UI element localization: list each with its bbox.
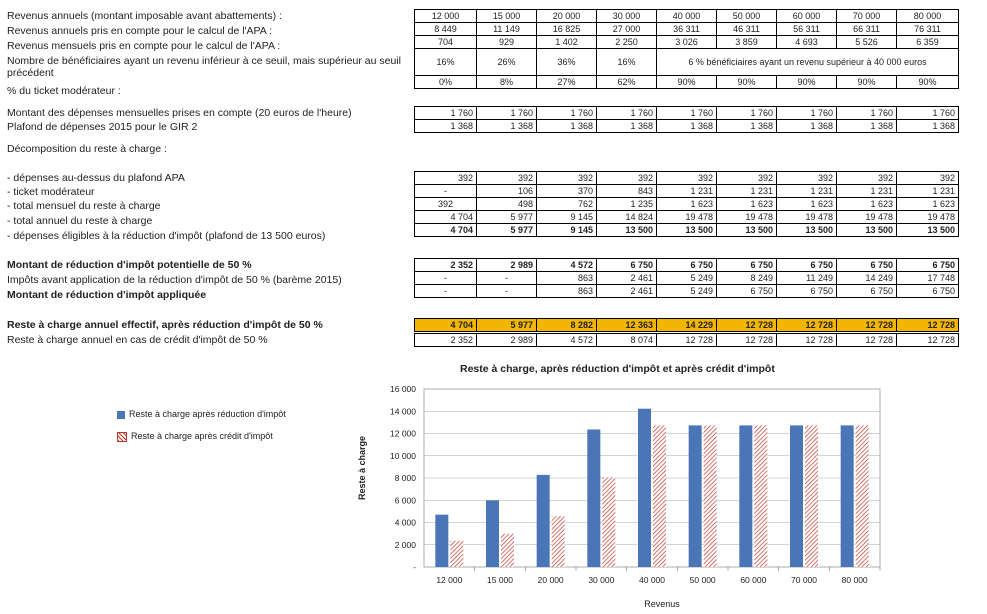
x-tick-label: 50 000 xyxy=(689,575,716,585)
bar-credit xyxy=(704,425,717,567)
row-label-depenses-eligibles: - dépenses éligibles à la réduction d'impôt (plafond de 13 500 euros) xyxy=(7,230,326,242)
table-cell: 36% xyxy=(537,49,597,76)
table-cell: - xyxy=(415,272,477,285)
table-row xyxy=(415,120,959,133)
table-cell: 19 478 xyxy=(897,211,959,224)
table-cell: 392 xyxy=(657,172,717,185)
table-cell: 392 xyxy=(897,172,959,185)
table-cell: 16% xyxy=(597,49,657,76)
row-label-plafond-gir2: Plafond de dépenses 2015 pour le GIR 2 xyxy=(7,121,198,133)
table-row xyxy=(415,185,959,198)
table-cell: 46 311 xyxy=(717,23,777,36)
table-cell: 13 500 xyxy=(597,224,657,237)
table-cell: 12 000 xyxy=(415,10,477,23)
bar-credit xyxy=(501,534,514,567)
table-cell: 1 368 xyxy=(897,120,959,133)
table-cell: 6 750 xyxy=(897,259,959,272)
table-cell: - xyxy=(415,285,477,298)
table-cell: 1 368 xyxy=(717,120,777,133)
bar-credit xyxy=(552,516,565,567)
x-tick-label: 60 000 xyxy=(740,575,767,585)
table-cell: 4 572 xyxy=(537,334,597,347)
bar-credit xyxy=(856,425,869,567)
table-cell: 90% xyxy=(717,76,777,89)
table-cell: 392 xyxy=(415,198,477,211)
x-tick-label: 30 000 xyxy=(588,575,615,585)
table-row xyxy=(415,23,959,36)
table-cell: 1 368 xyxy=(537,120,597,133)
decomposition-table xyxy=(414,171,959,237)
y-tick-label: - xyxy=(413,562,416,572)
table-cell: 13 500 xyxy=(837,224,897,237)
table-cell: 90% xyxy=(657,76,717,89)
table-cell: 1 623 xyxy=(777,198,837,211)
reste-charge-chart xyxy=(0,355,987,614)
table-cell: 19 478 xyxy=(717,211,777,224)
reste-credit-table xyxy=(414,333,959,347)
table-cell: 90% xyxy=(777,76,837,89)
table-cell: 863 xyxy=(537,272,597,285)
table-cell: 2 989 xyxy=(477,259,537,272)
table-cell: 1 760 xyxy=(597,107,657,120)
table-cell: 13 500 xyxy=(657,224,717,237)
table-cell: 1 368 xyxy=(837,120,897,133)
section-heading-decomposition: Décomposition du reste à charge : xyxy=(7,143,167,155)
table-cell: 5 249 xyxy=(657,285,717,298)
table-cell: 1 760 xyxy=(657,107,717,120)
table-row xyxy=(415,334,959,347)
table-cell: 15 000 xyxy=(477,10,537,23)
table-cell: 5 977 xyxy=(477,211,537,224)
table-cell: 1 760 xyxy=(837,107,897,120)
table-cell: - xyxy=(477,285,537,298)
bar-credit xyxy=(602,477,615,567)
row-label-revenus-mensuels-apa: Revenus mensuels pris en compte pour le calcul de l'APA : xyxy=(7,40,281,52)
table-row xyxy=(415,36,959,49)
table-cell: 4 704 xyxy=(415,319,477,332)
table-cell: 1 760 xyxy=(477,107,537,120)
table-cell: 8 249 xyxy=(717,272,777,285)
bar-credit xyxy=(805,425,818,567)
y-tick-label: 14 000 xyxy=(390,406,416,417)
table-cell: 13 500 xyxy=(777,224,837,237)
table-cell: 19 478 xyxy=(777,211,837,224)
y-tick-label: 4 000 xyxy=(394,517,416,528)
table-cell: 14 824 xyxy=(597,211,657,224)
table-cell: 20 000 xyxy=(537,10,597,23)
table-cell: 843 xyxy=(597,185,657,198)
table-cell: 929 xyxy=(477,36,537,49)
table-cell: 6 750 xyxy=(597,259,657,272)
x-tick-label: 80 000 xyxy=(841,575,868,585)
table-cell: 392 xyxy=(537,172,597,185)
table-cell: 90% xyxy=(897,76,959,89)
bar-reduction xyxy=(841,425,854,567)
y-tick-label: 6 000 xyxy=(394,495,416,506)
row-label-nombre-beneficiaires: Nombre de bénéficiaires ayant un revenu inférieur à ce seuil, mais supérieur au seuil précédent xyxy=(7,55,401,79)
x-tick-label: 40 000 xyxy=(639,575,665,585)
table-cell: 16 825 xyxy=(537,23,597,36)
row-label-revenus-annuels-apa: Revenus annuels pris en compte pour le calcul de l'APA : xyxy=(7,25,273,37)
table-cell: 26% xyxy=(477,49,537,76)
y-tick-label: 12 000 xyxy=(390,428,416,439)
table-cell: 56 311 xyxy=(777,23,837,36)
table-cell: 76 311 xyxy=(897,23,959,36)
table-cell: 60 000 xyxy=(777,10,837,23)
legend-label: Reste à charge après réduction d'impôt xyxy=(129,409,286,419)
row-label-total-annuel: - total annuel du reste à charge xyxy=(7,215,153,227)
table-cell: 3 026 xyxy=(657,36,717,49)
table-cell: 5 977 xyxy=(477,224,537,237)
table-cell: 62% xyxy=(597,76,657,89)
table-cell: 1 760 xyxy=(777,107,837,120)
table-row xyxy=(415,211,959,224)
table-cell: 6 359 xyxy=(897,36,959,49)
reduction-impot-table xyxy=(414,258,959,298)
table-cell: 704 xyxy=(415,36,477,49)
table-cell: 1 368 xyxy=(597,120,657,133)
row-label-ticket-moderateur: - ticket modérateur xyxy=(7,186,95,198)
table-cell: 1 368 xyxy=(415,120,477,133)
row-label-revenus-annuels: Revenus annuels (montant imposable avant abattements) : xyxy=(7,10,282,22)
table-cell: 392 xyxy=(717,172,777,185)
table-cell: 11 149 xyxy=(477,23,537,36)
bar-reduction xyxy=(537,475,550,567)
table-cell: 392 xyxy=(415,172,477,185)
table-cell: 17 748 xyxy=(897,272,959,285)
table-cell: 13 500 xyxy=(717,224,777,237)
table-cell: 40 000 xyxy=(657,10,717,23)
x-axis-label: Revenus xyxy=(644,599,680,609)
table-cell: 14 229 xyxy=(657,319,717,332)
row-label-ticket-moderateur-pct: % du ticket modérateur : xyxy=(7,85,121,97)
row-label-reste-effectif: Reste à charge annuel effectif, après réduction d'impôt de 50 % xyxy=(7,319,323,331)
y-axis-label: Reste à charge xyxy=(357,435,367,501)
table-cell: 5 526 xyxy=(837,36,897,49)
table-cell: 14 249 xyxy=(837,272,897,285)
row-label-reduction-potentielle: Montant de réduction d'impôt potentielle de 50 % xyxy=(7,259,252,271)
table-cell: 70 000 xyxy=(837,10,897,23)
table-cell: 6 750 xyxy=(777,285,837,298)
y-tick-label: 2 000 xyxy=(394,539,416,550)
table-cell: 1 760 xyxy=(415,107,477,120)
table-cell: 12 728 xyxy=(657,334,717,347)
table-cell: 19 478 xyxy=(837,211,897,224)
bar-reduction xyxy=(435,515,448,567)
table-cell: 2 352 xyxy=(415,259,477,272)
y-tick-label: 10 000 xyxy=(390,450,416,461)
table-cell: 1 623 xyxy=(897,198,959,211)
table-cell: 2 989 xyxy=(477,334,537,347)
legend-label: Reste à charge après crédit d'impôt xyxy=(131,431,273,441)
y-tick-label: 16 000 xyxy=(390,384,416,394)
table-cell: 2 461 xyxy=(597,285,657,298)
table-row xyxy=(415,224,959,237)
table-row xyxy=(415,259,959,272)
table-cell: 6 750 xyxy=(837,285,897,298)
bar-credit xyxy=(450,541,463,567)
row-label-impots-avant: Impôts avant application de la réduction d'impôt de 50 % (barème 2015) xyxy=(7,274,342,286)
table-row xyxy=(415,49,959,76)
table-cell: 4 693 xyxy=(777,36,837,49)
chart-plot xyxy=(0,355,987,614)
table-cell: 12 728 xyxy=(777,334,837,347)
table-cell: 1 760 xyxy=(897,107,959,120)
table-cell: 1 231 xyxy=(777,185,837,198)
table-cell: 9 145 xyxy=(537,211,597,224)
table-cell: 11 249 xyxy=(777,272,837,285)
table-cell: 1 623 xyxy=(717,198,777,211)
table-row xyxy=(415,172,959,185)
table-cell: 16% xyxy=(415,49,477,76)
table-cell: 4 572 xyxy=(537,259,597,272)
table-cell: 27 000 xyxy=(597,23,657,36)
table-cell: 1 368 xyxy=(657,120,717,133)
table-cell: 1 231 xyxy=(717,185,777,198)
row-label-depenses-plafond: - dépenses au-dessus du plafond APA xyxy=(7,172,185,184)
table-cell: 4 704 xyxy=(415,211,477,224)
table-cell: 19 478 xyxy=(657,211,717,224)
table-cell: 1 402 xyxy=(537,36,597,49)
table-cell: 12 728 xyxy=(897,319,959,332)
table-cell: 12 728 xyxy=(897,334,959,347)
x-tick-label: 70 000 xyxy=(791,575,817,585)
y-tick-label: 8 000 xyxy=(394,473,416,483)
table-cell: - xyxy=(415,185,477,198)
table-cell: 12 728 xyxy=(837,334,897,347)
table-cell: 9 145 xyxy=(537,224,597,237)
table-cell: 370 xyxy=(537,185,597,198)
table-cell: 12 728 xyxy=(717,334,777,347)
table-cell: 4 704 xyxy=(415,224,477,237)
row-label-reduction-appliquee: Montant de réduction d'impôt appliquée xyxy=(7,289,207,301)
table-cell: 5 977 xyxy=(477,319,537,332)
table-cell: 5 249 xyxy=(657,272,717,285)
row-label-reste-credit: Reste à charge annuel en cas de crédit d'impôt de 50 % xyxy=(7,334,268,346)
table-cell: 8% xyxy=(477,76,537,89)
bar-reduction xyxy=(486,501,499,567)
table-cell: 6 750 xyxy=(837,259,897,272)
table-cell: 0% xyxy=(415,76,477,89)
table-cell: 1 231 xyxy=(657,185,717,198)
table-cell: 90% xyxy=(837,76,897,89)
table-cell: 392 xyxy=(837,172,897,185)
table-cell: 6 750 xyxy=(657,259,717,272)
row-label-total-mensuel: - total mensuel du reste à charge xyxy=(7,200,161,212)
table-row xyxy=(415,285,959,298)
table-cell: 36 311 xyxy=(657,23,717,36)
table-cell: 8 282 xyxy=(537,319,597,332)
table-cell: 12 728 xyxy=(777,319,837,332)
table-cell: 106 xyxy=(477,185,537,198)
bar-reduction xyxy=(587,429,600,567)
table-cell: 863 xyxy=(537,285,597,298)
table-cell: 30 000 xyxy=(597,10,657,23)
table-cell: 12 363 xyxy=(597,319,657,332)
table-cell: 1 623 xyxy=(657,198,717,211)
x-tick-label: 20 000 xyxy=(537,575,564,585)
table-cell: 1 368 xyxy=(777,120,837,133)
table-cell: 1 623 xyxy=(837,198,897,211)
table-cell: 392 xyxy=(777,172,837,185)
table-cell: 1 368 xyxy=(477,120,537,133)
table-cell: 13 500 xyxy=(897,224,959,237)
bar-reduction xyxy=(689,425,702,567)
x-tick-label: 12 000 xyxy=(436,575,463,585)
table-cell: 12 728 xyxy=(717,319,777,332)
table-row xyxy=(415,319,959,332)
table-cell: 2 461 xyxy=(597,272,657,285)
table-row xyxy=(415,107,959,120)
depenses-table xyxy=(414,106,959,133)
table-cell: 6 750 xyxy=(717,285,777,298)
table-cell: 6 750 xyxy=(777,259,837,272)
table-cell: 392 xyxy=(477,172,537,185)
table-cell: 1 760 xyxy=(717,107,777,120)
table-cell: 6 750 xyxy=(717,259,777,272)
table-cell: 3 859 xyxy=(717,36,777,49)
table-cell: 1 235 xyxy=(597,198,657,211)
bar-reduction xyxy=(739,425,752,567)
table-row xyxy=(415,272,959,285)
revenus-table xyxy=(414,9,959,89)
table-cell: 762 xyxy=(537,198,597,211)
table-row xyxy=(415,10,959,23)
beneficiaires-note: 6 % bénéficiaires ayant un revenu supérieur à 40 000 euros xyxy=(657,49,959,76)
bar-credit xyxy=(754,425,767,567)
bar-reduction xyxy=(790,425,803,567)
reste-effectif-table xyxy=(414,318,959,332)
table-cell: 2 352 xyxy=(415,334,477,347)
table-cell: 27% xyxy=(537,76,597,89)
table-row xyxy=(415,198,959,211)
table-cell: 1 760 xyxy=(537,107,597,120)
row-label-depenses-mensuelles: Montant des dépenses mensuelles prises en compte (20 euros de l'heure) xyxy=(7,107,352,119)
table-cell: 498 xyxy=(477,198,537,211)
table-cell: 8 074 xyxy=(597,334,657,347)
table-row xyxy=(415,76,959,89)
table-cell: 1 231 xyxy=(897,185,959,198)
table-cell: 6 750 xyxy=(897,285,959,298)
table-cell: 50 000 xyxy=(717,10,777,23)
x-tick-label: 15 000 xyxy=(487,575,513,585)
table-cell: 8 449 xyxy=(415,23,477,36)
chart-title: Reste à charge, après réduction d'impôt et après crédit d'impôt xyxy=(460,363,775,375)
table-cell: 2 250 xyxy=(597,36,657,49)
table-cell: 392 xyxy=(597,172,657,185)
table-cell: - xyxy=(477,272,537,285)
table-cell: 66 311 xyxy=(837,23,897,36)
bar-reduction xyxy=(638,409,651,567)
table-cell: 1 231 xyxy=(837,185,897,198)
table-cell: 12 728 xyxy=(837,319,897,332)
table-cell: 80 000 xyxy=(897,10,959,23)
bar-credit xyxy=(653,425,666,567)
